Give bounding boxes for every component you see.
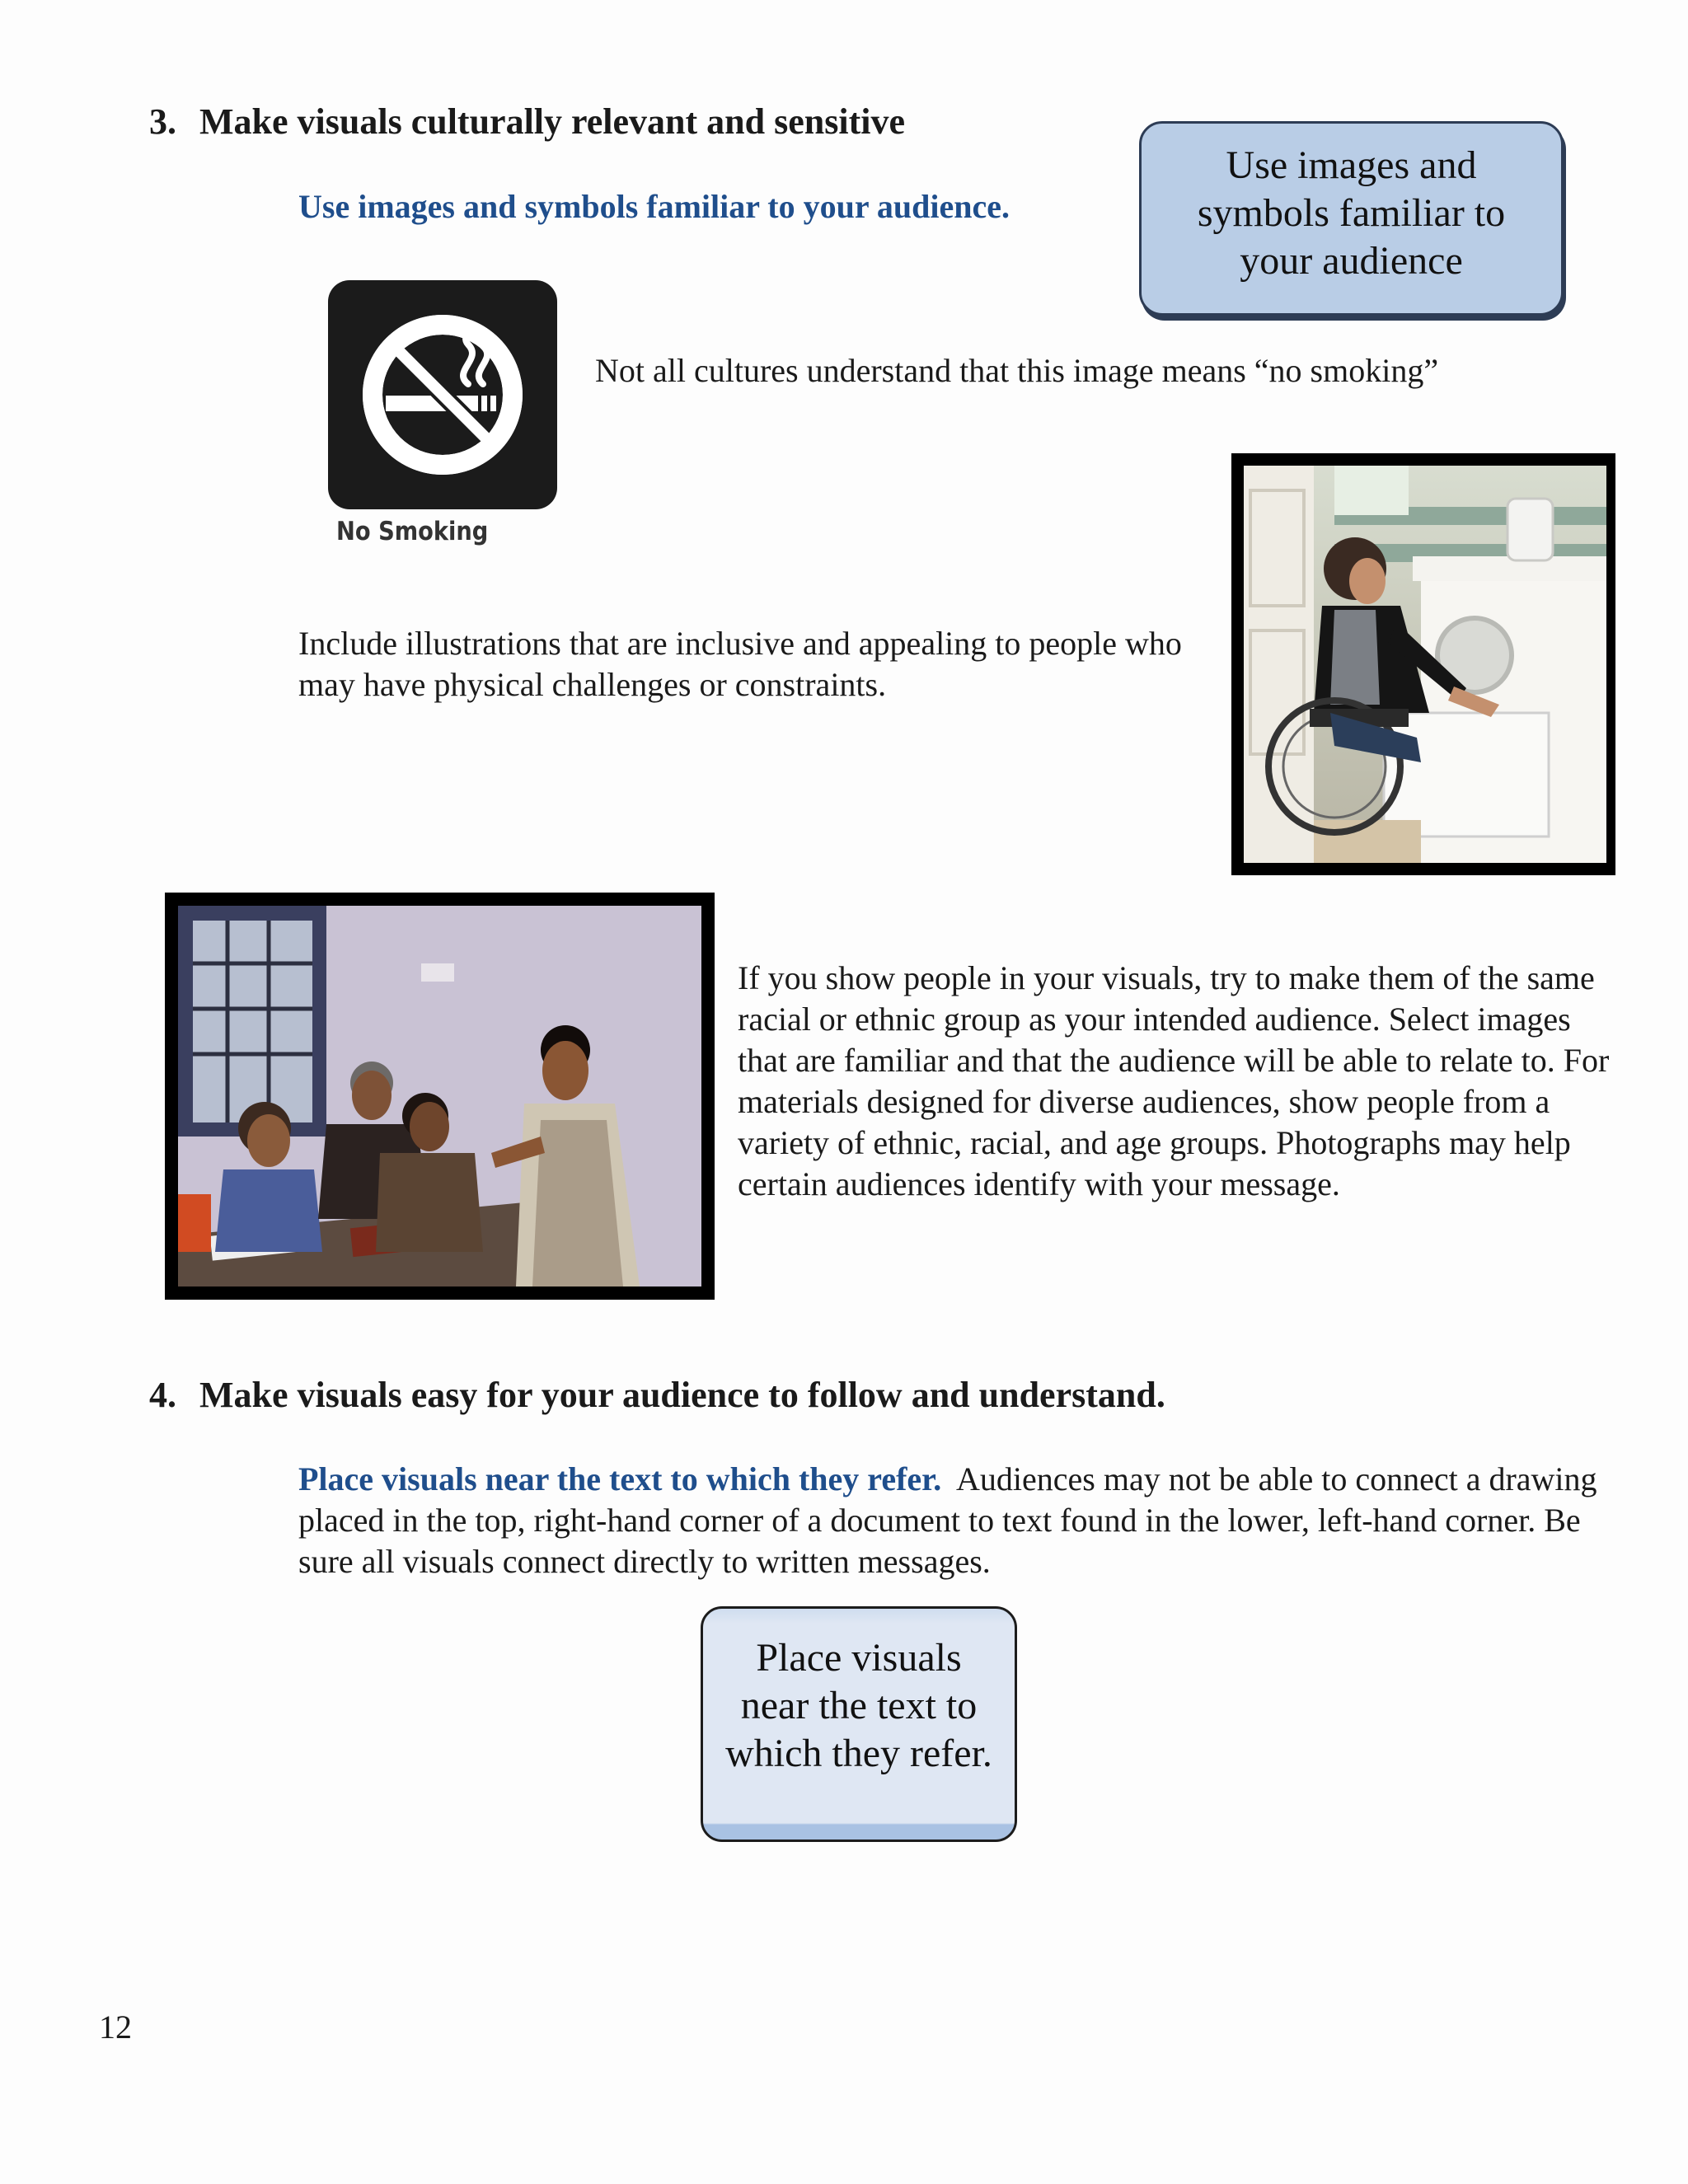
callout-familiar-images <box>1139 121 1564 316</box>
section-4-title: Make visuals easy for your audience to follow and understand. <box>199 1375 1165 1415</box>
section-3-heading <box>149 101 1138 143</box>
section-3-subheading: Use images and symbols familiar to your audience. <box>298 188 1010 225</box>
section-4-number: 4. <box>149 1375 176 1415</box>
callout-place-visuals-text: Place visuals near the text to which they refer. <box>725 1636 992 1775</box>
wheelchair-laundry-photo <box>1231 453 1615 875</box>
no-smoking-icon <box>328 280 557 509</box>
callout-place-visuals <box>701 1606 1017 1842</box>
section-4-paragraph <box>298 1459 1601 1582</box>
no-smoking-note: Not all cultures understand that this image means “no smoking” <box>595 352 1439 389</box>
page-number: 12 <box>99 2008 132 2046</box>
group-meeting-photo <box>165 893 715 1300</box>
section-4-lead-bold: Place visuals near the text to which they refer. <box>298 1460 942 1497</box>
section-4-heading <box>149 1374 1468 1417</box>
photo-meeting-people-icon <box>178 906 701 1286</box>
people-visuals-text: If you show people in your visuals, try to make them of the same racial or ethnic group as your intended audience. Select images that are familiar and that the audience will be able to relate to. For materials designed for diverse audiences, show people from a variety of ethnic, racial, and age groups. Photographs may help certain audiences identify with your message. <box>738 959 1610 1202</box>
inclusive-illustrations-text: Include illustrations that are inclusive and appealing to people who may have physical challenges or constraints. <box>298 625 1182 703</box>
no-smoking-sign <box>328 280 557 509</box>
section-4-lead-rest: Audiences may not be able to connect a drawing placed in the top, right-hand corner of a document to text found in the lower, left-hand corner. Be sure all visuals connect directly to written messages. <box>298 1460 1597 1580</box>
no-smoking-caption: No Smoking <box>336 517 489 546</box>
callout-familiar-images-text: Use images and symbols familiar to your audience <box>1197 143 1506 283</box>
section-3-number: 3. <box>149 101 176 142</box>
section-3-title: Make visuals culturally relevant and sensitive <box>199 101 905 142</box>
photo-wheelchair-user-icon <box>1244 466 1606 863</box>
